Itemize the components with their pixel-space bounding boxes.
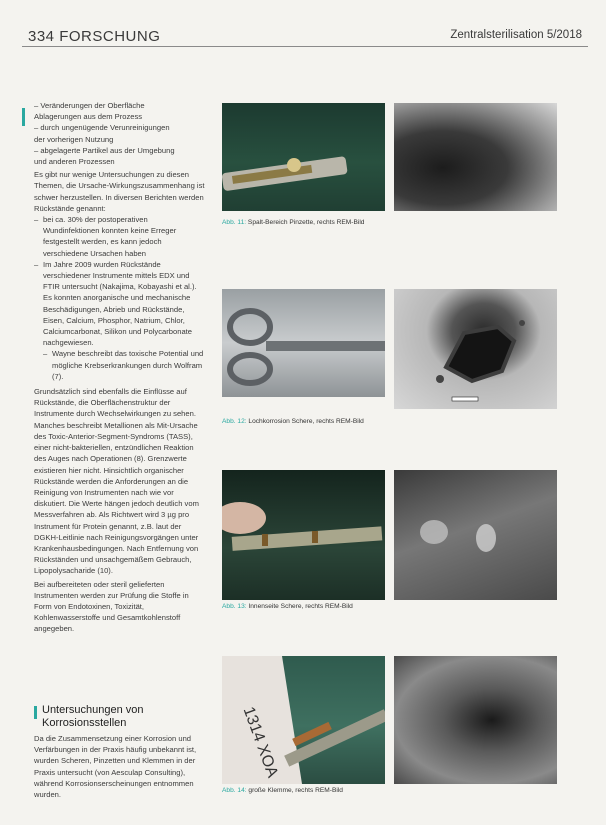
figure-13-photo: [222, 470, 385, 600]
text-column: [34, 100, 206, 635]
figure-14-sem-image: [394, 656, 557, 784]
bullet-item: – bei ca. 30% der postoperativen Wundinfektionen konnten keine Erreger festgestellt werden, es kann jedoch verschiedene Ursachen haben: [34, 214, 206, 259]
header-divider: [22, 46, 588, 47]
caption-label: Abb. 14:: [222, 787, 247, 794]
intro-line: – abgelagerte Partikel aus der Umgebung: [34, 145, 175, 155]
caption-label: Abb. 12:: [222, 418, 247, 425]
box-label: 1314 XOA: [239, 704, 281, 780]
caption-label: Abb. 13:: [222, 603, 247, 610]
figure-12-sem-image: [394, 289, 557, 409]
intro-line: – Veränderungen der Oberfläche: [34, 101, 145, 110]
figure-13-caption: [222, 603, 353, 610]
figure-13-sem-image: [394, 470, 557, 600]
figure-12-photo: [222, 289, 385, 397]
figure-11-photo: [222, 103, 385, 211]
paragraph: Grundsätzlich sind ebenfalls die Einflüsse auf Rückstände, die Oberflächenstruktur der Instrumente durch Wechselwirkungen zu sehen. Manches beschreibt Metallionen als Mit-Ursache des Toxic-Anterior-Segment-Syndroms (TASS), einer nicht-bakteriellen, entzündlichen Reaktion des Auges nach Operationen (8). Grenzwerte existieren hier nicht. Hinsichtlich organischer Rückstände werden die Anforderungen an die Reinigung von Instrumenten nach wie vor diskutiert. Die Werte hängen jedoch deutlich vom Messverfahren ab. Als Richtwert wird 3 µg pro Instrument für Protein genannt, z.B. laut der DGKH-Leitlinie nach Reinigungsvorgängen unter Krankenhausbedingungen. Nach Entfernung von Rückständen und unsachgemäßem Gebrauch, Lipopolysacharide (10).: [34, 387, 199, 576]
paragraph: Da die Zusammensetzung einer Korrosion und Verfärbungen in der Praxis häufig unbekannt ist, wurden Scheren, Pinzetten und Klemmen in der Praxis untersucht (von Aesculap Consulting), während Korrosionserscheinungen entnommen wurden.: [34, 734, 197, 800]
bullet-item: – Im Jahre 2009 wurden Rückstände verschiedener Instrumente mittels EDX und FTIR untersucht (Nakajima, Kobayashi et al.). Es konnten anorganische und mechanische Beschädigungen, Abrieb und Rückstände, Eisen, Calcium, Phosphor, Natrium, Chlor, Calciumcarbonat, Silikon und Polycarbonate nachgewiesen.: [34, 259, 206, 349]
caption-text: große Klemme, rechts REM-Bild: [248, 787, 343, 794]
caption-text: Lochkorrosion Schere, rechts REM-Bild: [248, 418, 364, 425]
paragraph: Bei aufbereiteten oder steril gelieferten Instrumenten werden zur Prüfung die Stoffe in Form von Endotoxinen, Toxizität, Kohlenwasserstoffe und Gesamtkohlenstoff angegeben.: [34, 579, 189, 634]
intro-line: Ablagerungen aus dem Prozess: [34, 112, 143, 122]
caption-text: Spalt-Bereich Pinzette, rechts REM-Bild: [247, 219, 365, 226]
bullet-item: – Wayne beschreibt das toxische Potential und mögliche Krebserkrankungen durch Wolfram (7).: [34, 348, 206, 382]
text-column-end: [34, 733, 206, 800]
figure-11-caption: [222, 219, 364, 226]
intro-line: der vorherigen Nutzung: [34, 134, 114, 144]
caption-text: Innenseite Schere, rechts REM-Bild: [248, 603, 353, 610]
figure-12-caption: [222, 418, 364, 425]
intro-line: und anderen Prozessen: [34, 157, 115, 167]
page-number: 334 FORSCHUNG: [28, 28, 161, 45]
section-heading: Untersuchungen von Korrosionsstellen: [42, 704, 144, 729]
section-heading-block: [42, 704, 206, 730]
paragraph: Es gibt nur wenige Untersuchungen zu diesen Themen, die Ursache-Wirkungszusammenhang ist schwer herzustellen. In diversen Berichten werden Rückstände genannt:: [34, 170, 205, 213]
journal-title: Zentralsterilisation 5/2018: [450, 29, 582, 41]
intro-line: – durch ungenügende Verunreinigungen: [34, 123, 170, 133]
accent-mark: [22, 108, 25, 126]
figure-14-photo: [222, 656, 385, 784]
caption-label: Abb. 11:: [222, 219, 247, 226]
heading-accent: [34, 706, 37, 719]
page-header: [0, 0, 606, 60]
figure-11-sem-image: [394, 103, 557, 211]
figure-14-caption: [222, 787, 343, 794]
